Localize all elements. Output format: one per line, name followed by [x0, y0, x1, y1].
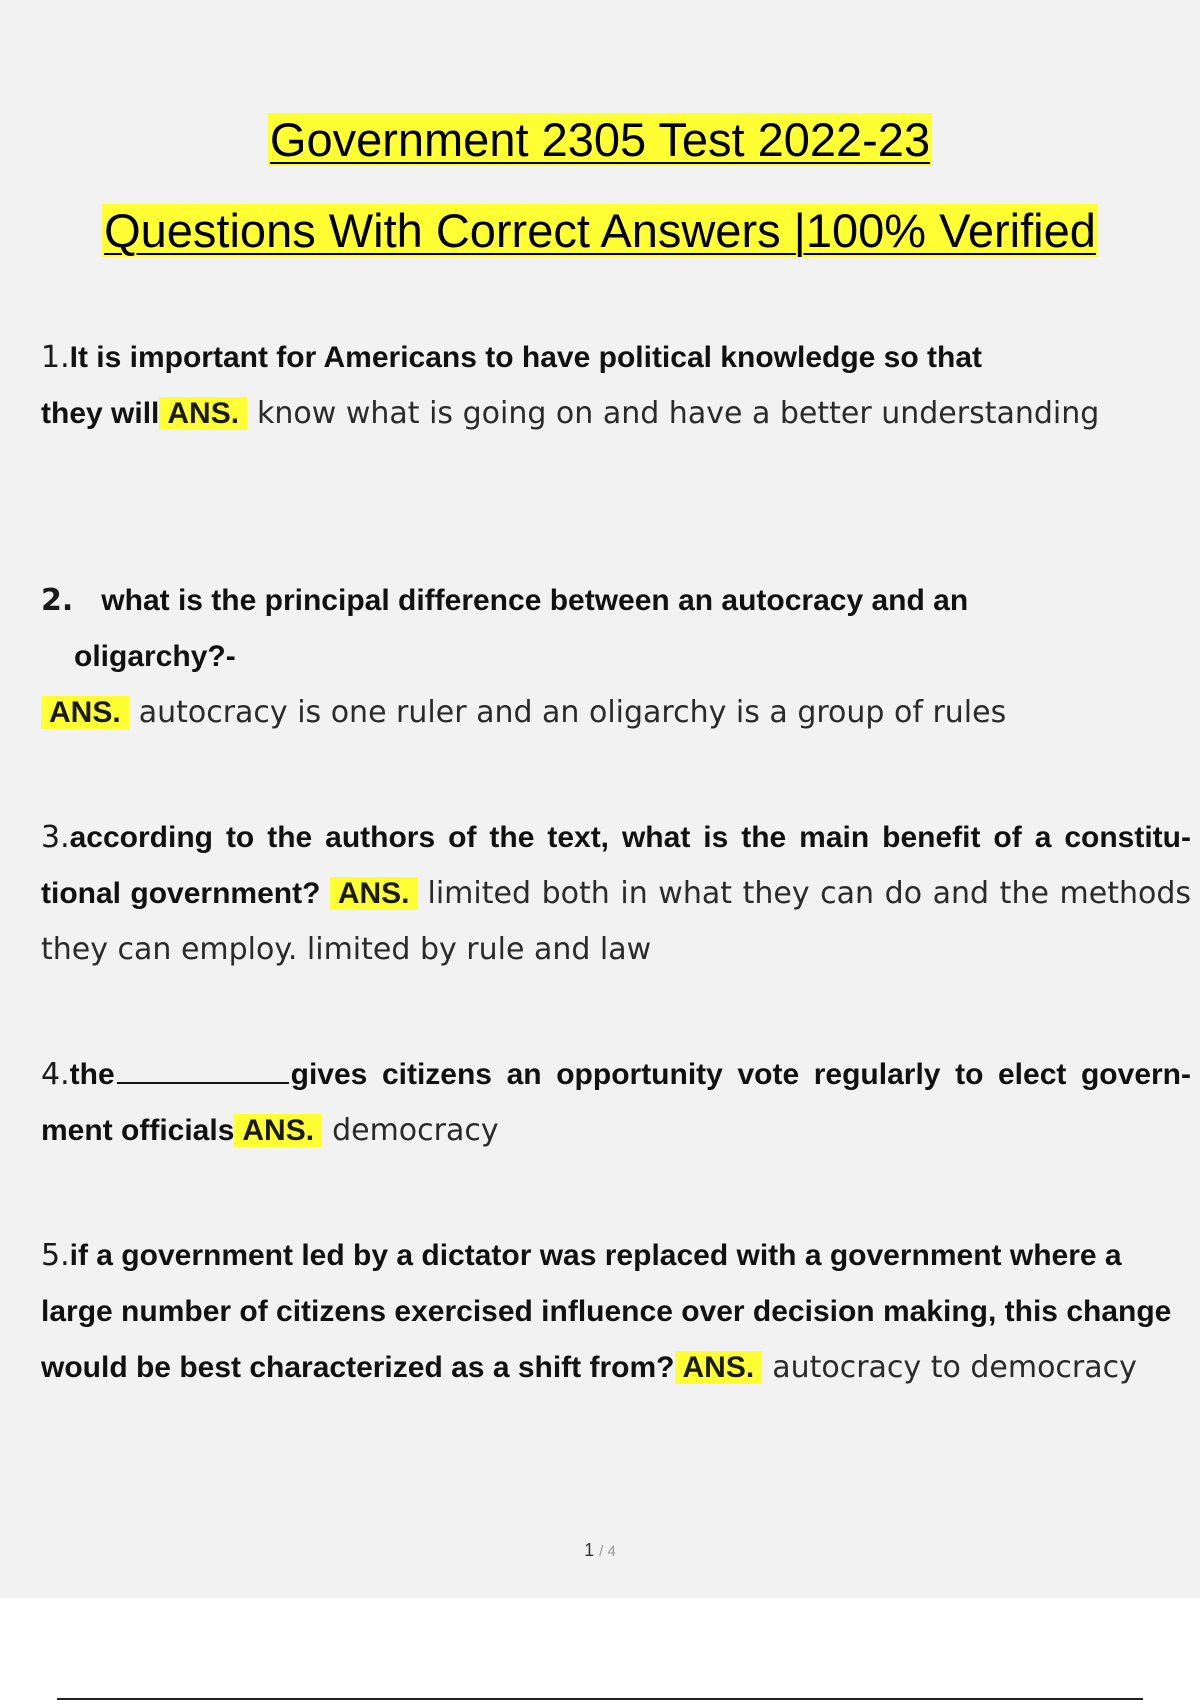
answer-text: autocracy to democracy [772, 1350, 1137, 1385]
answer-text: limited both in what they can do and the methods they can employ. limited by rule and law [41, 876, 1191, 967]
title-text-2: Questions With Correct Answers |100% Verified [104, 204, 1096, 257]
page-indicator [0, 1540, 1200, 1561]
question-1 [41, 330, 1191, 442]
question-text: the [69, 1058, 115, 1091]
question-text-continued: they will [41, 397, 160, 430]
question-text: according to the authors of the text, what is the main benefit of a constitu- tional government? [41, 821, 1191, 910]
question-number: 1. [41, 340, 70, 375]
question-text-continued: gives citizens an opportunity vote regularly to elect govern- ment officials [41, 1058, 1191, 1147]
question-text: what is the principal difference between an autocracy and an [101, 584, 969, 617]
question-text-continued: oligarchy?- [74, 640, 236, 673]
question-number: 3. [41, 820, 70, 855]
question-number: 5. [41, 1238, 70, 1273]
question-4 [41, 1047, 1191, 1159]
question-number: 4. [41, 1057, 70, 1092]
answer-label: ANS. [234, 1114, 322, 1147]
answer-label: ANS. [41, 696, 129, 729]
answer-label: ANS. [159, 397, 247, 430]
question-number: 2. [41, 583, 74, 618]
answer-text: autocracy is one ruler and an oligarchy is a group of rules [138, 695, 1007, 730]
question-2 [41, 573, 1191, 741]
page-current: 1 [584, 1540, 595, 1560]
question-text: if a government led by a dictator was replaced with a government where a large number of citizens exercised influence over decision making, this change would be best characterized as a shift from? [41, 1239, 1172, 1384]
answer-label: ANS. [675, 1351, 763, 1384]
question-3 [41, 810, 1191, 978]
document-title-line-2 [0, 204, 1200, 257]
answer-label: ANS. [330, 877, 418, 910]
question-text: It is important for Americans to have political knowledge so that [69, 341, 983, 374]
question-5 [41, 1228, 1191, 1396]
page-total: / 4 [599, 1543, 616, 1560]
document-title-line-1 [0, 113, 1200, 166]
answer-text: know what is going on and have a better understanding [257, 396, 1100, 431]
title-text-1: Government 2305 Test 2022-23 [269, 113, 931, 166]
fill-in-blank [117, 1082, 289, 1084]
answer-text: democracy [332, 1113, 499, 1148]
